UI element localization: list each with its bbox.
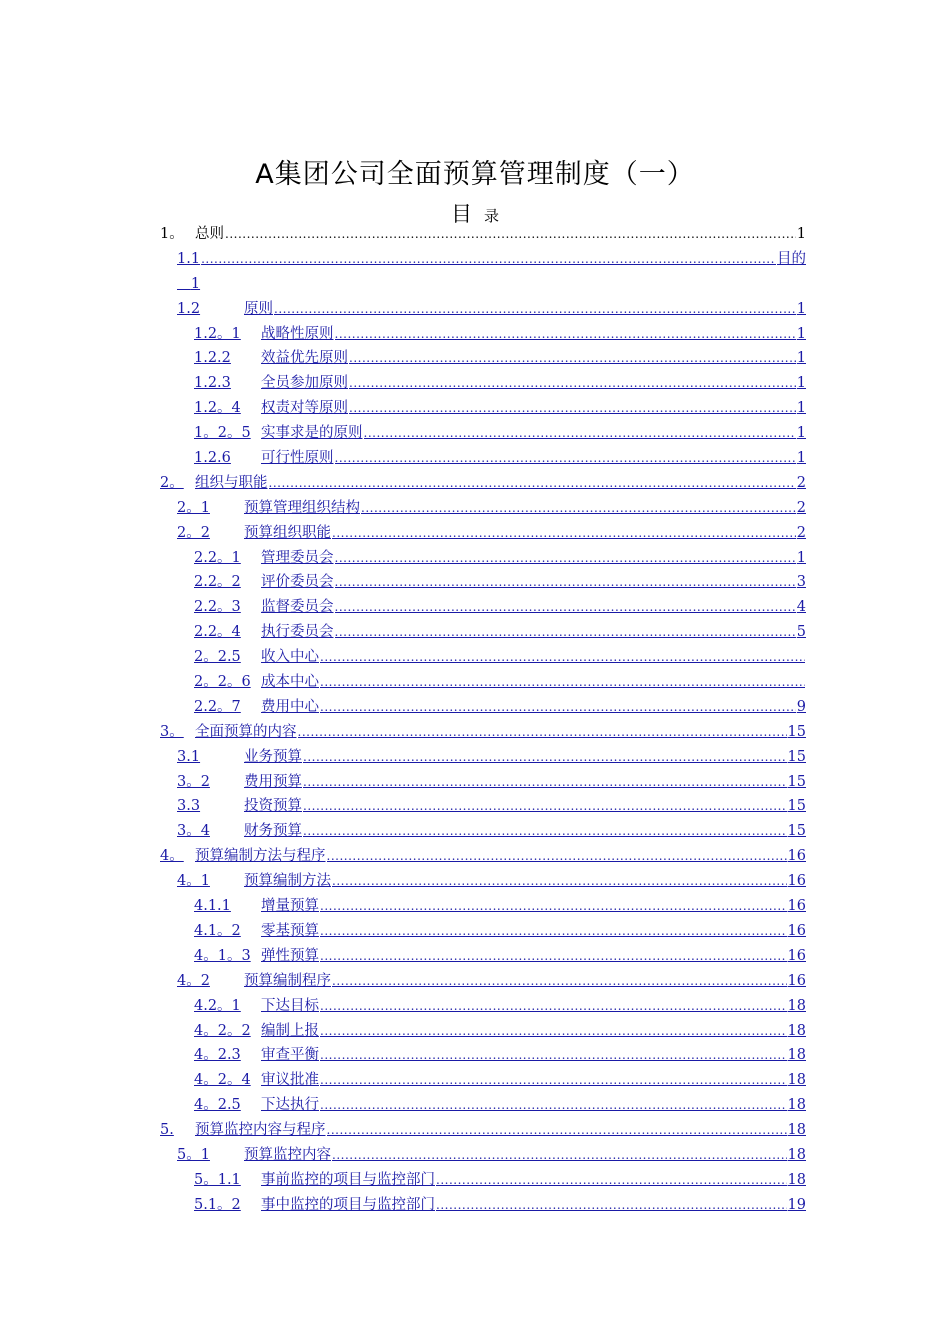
- toc-leader-dots: [335, 595, 796, 620]
- toc-entry-number: 4。2.5: [194, 1097, 241, 1114]
- toc-entry[interactable]: [160, 1068, 806, 1093]
- toc-entry-page: 4: [796, 599, 806, 616]
- toc-entry-number: 2。1: [177, 499, 210, 516]
- toc-entry-number: 4.1.1: [194, 898, 231, 915]
- toc-leader-dots: [332, 869, 787, 894]
- toc-entry-page: 1: [190, 275, 201, 292]
- toc-heading-sub: 录: [483, 207, 499, 225]
- toc-entry-title: 目的: [777, 250, 806, 267]
- toc-leader-dots: [335, 546, 796, 571]
- toc-entry-title: 预算监控内容: [244, 1146, 331, 1163]
- toc-entry-title: 原则: [244, 300, 273, 317]
- toc-entry-number: 2.2。4: [194, 624, 241, 641]
- toc-entry[interactable]: [160, 496, 806, 521]
- toc-entry[interactable]: [160, 595, 806, 620]
- toc-entry-page: 18: [787, 1072, 806, 1089]
- toc-entry-page: 16: [787, 873, 806, 890]
- toc-leader-dots: [335, 620, 796, 645]
- toc-entry-page: 18: [787, 1047, 806, 1064]
- toc-entry-number: 2.2。7: [194, 698, 241, 715]
- toc-leader-dots: [225, 222, 796, 247]
- toc-entry-title: 全面预算的内容: [195, 723, 297, 740]
- toc-entry-number: 4。: [160, 848, 184, 865]
- toc-entry[interactable]: [160, 720, 806, 745]
- toc-leader-dots: [335, 570, 796, 595]
- toc-entry[interactable]: [160, 570, 806, 595]
- toc-entry-title: 可行性原则: [261, 450, 334, 467]
- toc-entry-page: 18: [787, 1171, 806, 1188]
- toc-entry[interactable]: [160, 1168, 806, 1193]
- toc-entry-number: 4.2。1: [194, 997, 241, 1014]
- toc-entry-title: 业务预算: [244, 748, 302, 765]
- toc-entry-page: 1: [796, 226, 806, 242]
- toc-entry-page: 16: [787, 922, 806, 939]
- toc-entry-page: 18: [787, 1146, 806, 1163]
- toc-entry-title: 预算编制方法与程序: [195, 848, 326, 865]
- toc-leader-dots: [327, 1118, 787, 1143]
- toc-entry-number: 2.2。1: [194, 549, 241, 566]
- toc-entry-number: 2.2。2: [194, 574, 241, 591]
- toc-entry-title: 增量预算: [261, 898, 319, 915]
- toc-leader-dots: [320, 645, 805, 670]
- toc-entry-title: 效益优先原则: [261, 350, 348, 367]
- toc-entry-title: 投资预算: [244, 798, 302, 815]
- toc-leader-dots: [269, 471, 796, 496]
- toc-entry[interactable]: [160, 919, 806, 944]
- toc-leader-dots: [332, 969, 787, 994]
- toc-entry-title: 实事求是的原则: [261, 425, 363, 442]
- toc-entry-page: 15: [787, 748, 806, 765]
- toc-leader-dots: [201, 247, 776, 272]
- toc-entry[interactable]: [160, 994, 806, 1019]
- toc-entry[interactable]: [160, 620, 806, 645]
- toc-entry-page: 3: [796, 574, 806, 591]
- toc-entry[interactable]: [160, 371, 806, 396]
- toc-entry[interactable]: [160, 322, 806, 347]
- toc-entry-number: 4。1。3: [194, 947, 251, 964]
- toc-entry-page: 18: [787, 1122, 806, 1139]
- toc-entry-title: 执行委员会: [261, 624, 334, 641]
- toc-entry-number: 2。2.5: [194, 649, 241, 666]
- toc-entry-page: 18: [787, 997, 806, 1014]
- toc-entry-title: 组织与职能: [195, 474, 268, 491]
- toc-entry[interactable]: [160, 869, 806, 894]
- toc-entry[interactable]: [160, 745, 806, 770]
- toc-entry-number: 4。2。2: [194, 1022, 251, 1039]
- toc-leader-dots: [361, 496, 796, 521]
- toc-leader-dots: [320, 1043, 787, 1068]
- toc-leader-dots: [320, 1019, 787, 1044]
- toc-entry-title: 战略性原则: [261, 325, 334, 342]
- toc-entry[interactable]: [160, 247, 806, 272]
- toc-entry-number: 1.2。1: [194, 325, 241, 342]
- toc-entry-title: 审议批准: [261, 1072, 319, 1089]
- toc-entry-number: 3。4: [177, 823, 210, 840]
- toc-leader-dots: [320, 994, 787, 1019]
- toc-entry-title: 编制上报: [261, 1022, 319, 1039]
- toc-entry-page: 1: [796, 300, 806, 317]
- toc-entry[interactable]: [160, 969, 806, 994]
- toc-heading-main: 目: [450, 202, 472, 226]
- toc-leader-dots: [320, 894, 787, 919]
- toc-entry[interactable]: [160, 944, 806, 969]
- toc-leader-dots: [320, 670, 805, 695]
- toc-leader-dots: [335, 446, 796, 471]
- toc-entry-title: 弹性预算: [261, 947, 319, 964]
- toc-entry-page: 2: [796, 524, 806, 541]
- toc-entry[interactable]: [160, 1019, 806, 1044]
- toc-leader-dots: [320, 944, 787, 969]
- toc-entry-title: 成本中心: [261, 674, 319, 691]
- toc-leader-dots: [303, 745, 787, 770]
- toc-entry-number: 1.1: [177, 250, 201, 267]
- toc-leader-dots: [332, 1143, 787, 1168]
- toc-entry-page: 1: [796, 350, 806, 367]
- toc-entry-page: 1: [796, 400, 806, 417]
- toc-entry-page: 2: [796, 499, 806, 516]
- toc-entry[interactable]: [160, 546, 806, 571]
- toc-entry-page: 1: [796, 325, 806, 342]
- toc-entry-number: 4。1: [177, 873, 210, 890]
- toc-entry[interactable]: [160, 844, 806, 869]
- toc-entry-number: 1。2。5: [194, 425, 251, 442]
- toc-leader-dots: [303, 794, 787, 819]
- toc-entry[interactable]: [160, 645, 806, 670]
- toc-entry-title: 审查平衡: [261, 1047, 319, 1064]
- toc-entry-number: 4。2.3: [194, 1047, 241, 1064]
- toc-entry-number: 3。: [160, 723, 184, 740]
- toc-entry-page: 9: [796, 698, 806, 715]
- toc-entry-title: 总则: [195, 226, 224, 242]
- toc-entry-number: 5。1: [177, 1146, 210, 1163]
- toc-entry[interactable]: [160, 1193, 806, 1218]
- toc-leader-dots: [335, 322, 796, 347]
- toc-entry[interactable]: [160, 396, 806, 421]
- toc-entry-title: 评价委员会: [261, 574, 334, 591]
- toc-entry[interactable]: [160, 794, 806, 819]
- toc-entry-title: 费用中心: [261, 698, 319, 715]
- toc-entry-title: 财务预算: [244, 823, 302, 840]
- toc-entry-title: 收入中心: [261, 649, 319, 666]
- toc-entry-number: 3.1: [177, 748, 201, 765]
- toc-entry-title: 全员参加原则: [261, 375, 348, 392]
- toc-entry-number: 2。2。6: [194, 674, 251, 691]
- toc-entry[interactable]: [160, 670, 806, 695]
- toc-entry-page: 15: [787, 723, 806, 740]
- toc-entry-title: 费用预算: [244, 773, 302, 790]
- toc-entry-page: 1: [796, 425, 806, 442]
- toc-entry-number: 1。: [160, 226, 184, 242]
- toc-entry-title: 预算管理组织结构: [244, 499, 360, 516]
- toc-leader-dots: [436, 1193, 787, 1218]
- toc-entry-title: 事中监控的项目与监控部门: [261, 1196, 435, 1213]
- toc-entry-number: 4.1。2: [194, 922, 241, 939]
- toc-entry[interactable]: [160, 819, 806, 844]
- toc-entry-number: 1.2.2: [194, 350, 231, 367]
- toc-entry-number: 4。2。4: [194, 1072, 251, 1089]
- document-title: A集团公司全面预算管理制度（一）: [255, 159, 695, 190]
- toc-entry-page: 15: [787, 798, 806, 815]
- toc-entry[interactable]: [160, 446, 806, 471]
- toc-entry-number: 1.2: [177, 300, 201, 317]
- toc-leader-dots: [327, 844, 787, 869]
- toc-entry-continuation[interactable]: [160, 272, 806, 297]
- toc-entry-title: 下达目标: [261, 997, 319, 1014]
- toc-entry-page: 2: [796, 474, 806, 491]
- toc-entry-number: 3.3: [177, 798, 201, 815]
- toc-entry[interactable]: [160, 297, 806, 322]
- toc-leader-dots: [320, 919, 787, 944]
- toc-entry-indent: [177, 272, 191, 297]
- toc-leader-dots: [436, 1168, 787, 1193]
- toc-entry-title: 管理委员会: [261, 549, 334, 566]
- toc-entry-number: 2。2: [177, 524, 210, 541]
- toc-entry[interactable]: [160, 695, 806, 720]
- table-of-contents: [160, 222, 806, 1218]
- toc-leader-dots: [303, 770, 787, 795]
- toc-entry-title: 预算组织职能: [244, 524, 331, 541]
- toc-leader-dots: [320, 1068, 787, 1093]
- toc-entry-page: 19: [787, 1196, 806, 1213]
- toc-entry-title: 事前监控的项目与监控部门: [261, 1171, 435, 1188]
- toc-entry[interactable]: [160, 521, 806, 546]
- toc-entry-title: 预算编制方法: [244, 873, 331, 890]
- toc-entry-title: 零基预算: [261, 922, 319, 939]
- toc-entry-number: 5。1.1: [194, 1171, 241, 1188]
- toc-leader-dots: [320, 1093, 787, 1118]
- toc-entry-page: 1: [796, 375, 806, 392]
- toc-leader-dots: [349, 371, 796, 396]
- toc-entry[interactable]: [160, 346, 806, 371]
- toc-entry-number: 5.: [160, 1122, 174, 1139]
- toc-entry-number: 2.2。3: [194, 599, 241, 616]
- toc-leader-dots: [332, 521, 796, 546]
- toc-entry-page: 15: [787, 823, 806, 840]
- toc-entry[interactable]: [160, 421, 806, 446]
- toc-entry[interactable]: [160, 894, 806, 919]
- toc-entry-number: 5.1。2: [194, 1196, 241, 1213]
- toc-entry-number: 1.2。4: [194, 400, 241, 417]
- toc-entry-title: 预算监控内容与程序: [195, 1122, 326, 1139]
- toc-entry-page: 18: [787, 1022, 806, 1039]
- toc-entry-number: 3。2: [177, 773, 210, 790]
- toc-entry-number: 1.2.6: [194, 450, 231, 467]
- toc-entry[interactable]: [160, 1043, 806, 1068]
- toc-entry-page: 16: [787, 848, 806, 865]
- toc-entry: [160, 222, 806, 247]
- toc-entry-page: 16: [787, 898, 806, 915]
- toc-entry-page: 18: [787, 1097, 806, 1114]
- toc-entry-page: 16: [787, 972, 806, 989]
- toc-leader-dots: [298, 720, 787, 745]
- toc-leader-dots: [364, 421, 796, 446]
- toc-entry-page: 16: [787, 947, 806, 964]
- toc-entry[interactable]: [160, 1143, 806, 1168]
- toc-entry-page: 1: [796, 450, 806, 467]
- toc-entry[interactable]: [160, 471, 806, 496]
- toc-entry-number: 2。: [160, 474, 184, 491]
- toc-entry-page: 15: [787, 773, 806, 790]
- toc-entry-number: 4。2: [177, 972, 210, 989]
- toc-entry-title: 监督委员会: [261, 599, 334, 616]
- toc-entry-title: 预算编制程序: [244, 972, 331, 989]
- toc-leader-dots: [349, 396, 796, 421]
- toc-entry-title: 权责对等原则: [261, 400, 348, 417]
- toc-entry-number: 1.2.3: [194, 375, 231, 392]
- toc-entry[interactable]: [160, 770, 806, 795]
- toc-leader-dots: [320, 695, 796, 720]
- toc-entry-page: 1: [796, 549, 806, 566]
- toc-entry[interactable]: [160, 1093, 806, 1118]
- toc-entry[interactable]: [160, 1118, 806, 1143]
- toc-leader-dots: [349, 346, 796, 371]
- toc-leader-dots: [303, 819, 787, 844]
- toc-entry-title: 下达执行: [261, 1097, 319, 1114]
- toc-entry-page: 5: [796, 624, 806, 641]
- toc-leader-dots: [274, 297, 796, 322]
